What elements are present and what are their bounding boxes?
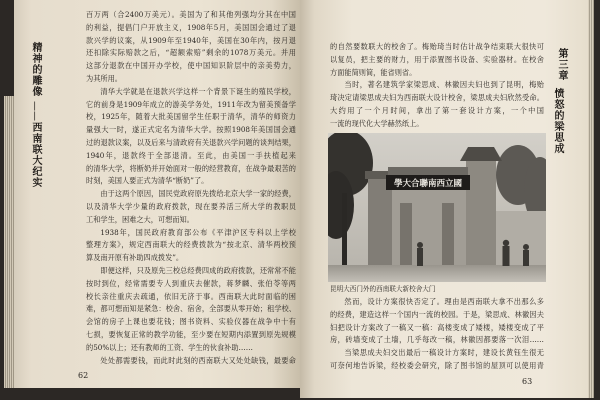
gate-photo-image [328,133,546,282]
text-line: 当梁思成夫妇交出最后一稿设计方案时，建设长黄钰生很无 [344,348,544,358]
text-line: 以复员，把主要的财力，用于添置图书设备、实验器材。在校舍 [330,54,544,64]
chapter-number: 第三章 [556,48,567,81]
text-line: 可奈何地告诉梁，经校委会研究，除了图书馆的屋顶可以使用青 [330,360,544,370]
text-line: 然而，设计方案很快否定了。理由是西南联大拿不出那么多 [344,297,544,306]
person-head [503,240,509,246]
body-text [86,9,296,367]
text-line: 校长亲往重庆去疏通，依旧无济于事。西南联大此时面临的困 [86,291,296,301]
text-line: 款兴学的议案，从1909年至1940年，美国在30年内，按月退 [86,35,296,45]
side-wall [494,211,546,267]
text-line: 的自然要数联大的校舍了。梅贻琦当时估计战争结束联大很快可 [330,42,544,51]
ground [328,265,546,282]
title-separator: —— [29,101,40,121]
page-number: 62 [78,371,89,380]
text-line: 1938年，国民政府教育部公布《平津沪区专科以上学校 [100,227,296,237]
text-line: 还扣除实际赔款之后，“超额索赔”剩余的1078万美元。并用 [86,48,296,58]
text-line: 1940年，退款终于全部退清。至此，由美国一手扶植起来 [86,150,296,160]
text-line: 会馆的房子上课也要花钱；图书资料、实验仪器在战争中十有 [86,317,296,327]
text-line: 量强大一时，遂正式定名为清华大学。按照1908年美国国会通 [86,125,296,135]
gate-inner-post [400,203,412,265]
text-line: 难，都可想而知是紧急：校舍、宿舍，全部要从零开始；租学校、 [86,304,296,314]
text-line: 算及南开原有补助四成拨发”。 [86,253,184,263]
text-line: 过的退款议案，以及后来与清政府有关退款兴学问题的谈判结果， [86,137,296,147]
gate-inner-post [442,203,454,265]
text-line: 方面能简则简，能省则省。 [330,67,417,77]
text-line: 七损，要恢复正常的教学功能，至少要在短期内添置到原先规模 [86,329,296,339]
text-line: 整理方案》，规定西南联大的经费拨款为“按北京、清华两校预 [86,240,296,250]
text-line: 即便这样，只及原先三校总经费四成的政府拨款，还常常不能 [100,265,296,275]
text-line: 的利益，提倡门户开放主义，1908年5月，美国国会通过了退 [86,22,296,32]
page-number: 63 [522,377,533,386]
text-line: 由于这两个原因，国民党政府原先拨给北京大学一家的经费， [100,189,296,199]
text-line: 处处都需要钱，而此时此刻的西南联大又处处缺钱，最要命 [100,355,296,365]
text-line: 按时到位，经常需要专人到重庆去催款，蒋梦麟、张伯苓等两 [86,278,296,288]
text-line: 这部分退款在中国开办学校，使中国知识阶层中的亲美势力， [86,61,296,71]
person-head [417,242,423,248]
gate-top-beam [388,167,468,175]
text-line: 以及清华大学少量的政府拨款，现在要养活三所大学的教职员 [86,201,296,211]
text-line: 的经费，建造这样一个国内一流的校园。于是，梁思成、林徽因夫 [330,309,544,319]
text-line: 的50%以上；还有教师的工资、学生的伙食补助…… [86,342,253,352]
person-body [523,250,529,266]
text-line: 一流的现代化大学赫然纸上。 [330,118,424,128]
text-line: 百万两（合2400万美元）。美国为了和其他列强均分其在中国 [86,10,296,19]
text-line: 的清华大学，将断奶并开始面对一般的经营教育，在战争最艰苦的 [86,163,296,173]
text-line: 琦决定请梁思成夫妇为西南联大设计校舍，梁思成夫妇欣然受命。 [330,93,544,103]
photo-caption: 昆明大西门外的西南联大新校舍大门 [330,285,436,293]
person-body [417,248,423,266]
text-line: 妇把设计方案改了一稿又一稿：高楼变成了矮楼，矮楼变成了平 [330,322,544,332]
gate-photo [328,133,546,282]
page-stack-edge-left [4,96,14,388]
text-line: 大约用了一个月时间，拿出了第一套设计方案，一个中国 [330,105,544,115]
chapter-title: 愤怒的梁思成 [552,88,563,154]
book-subtitle: 西南联大纪实 [30,122,41,188]
gate-pillar-left [368,177,392,271]
text-line: 为其所用。 [86,73,122,83]
text-line: 房，砖墙变成了土墙，几乎每改一稿，林徽因都要落一次泪…… [330,335,544,345]
book-title: 精神的雕像 [30,42,41,97]
text-line: 它的前身是1909年成立的游美学务处，1911年改为留美预备学 [86,99,296,109]
page-stack-edge-right [588,0,594,398]
body-text-bottom [330,296,544,373]
left-page [14,0,300,388]
gate-sign-text: 學大合聯南西立國 [393,179,463,189]
right-page [300,0,588,398]
text-line: 当时，著名建筑学家梁思成、林徽因夫妇也到了昆明，梅贻 [344,80,544,90]
person-head [523,244,529,250]
body-text-top [330,41,544,131]
text-line: 时刻，美国人要正式为清华“断奶”了。 [86,176,209,186]
text-line: 校，1925年，随着大批美国留学生任职于清华，清华的师资力 [86,112,296,122]
text-line: 工和学生，困难之大，可想而知。 [86,214,194,224]
gate-pillar-right [466,159,496,271]
text-line: 清华大学就是在退款兴学这样一个背景下诞生的殖民学校， [100,86,296,96]
tree-trunk [342,193,347,273]
person-body [503,246,510,266]
